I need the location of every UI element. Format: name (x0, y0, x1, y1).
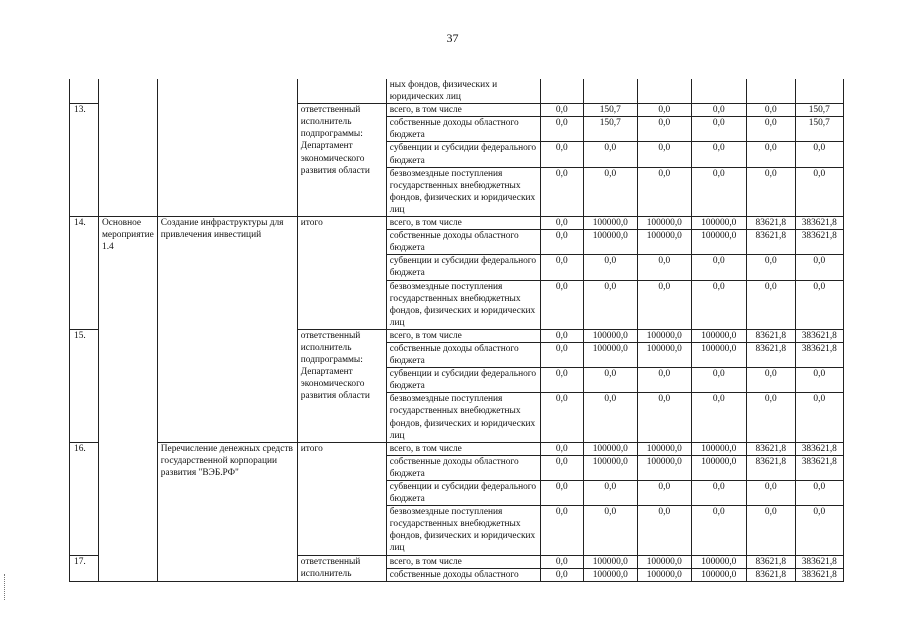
amount-cell (637, 79, 691, 104)
amount-cell: 0,0 (691, 104, 746, 117)
amount-cell: 83621,8 (746, 442, 795, 455)
amount-cell: 100000,0 (583, 455, 637, 480)
row-number (70, 79, 99, 104)
row-number: 14. (70, 217, 99, 330)
amount-cell: 0,0 (795, 368, 843, 393)
funding-source-cell: безвозмездные поступления государственных внебюджетных фондов, физических и юридических лиц (386, 506, 540, 555)
amount-cell: 0,0 (583, 481, 637, 506)
amount-cell: 0,0 (691, 368, 746, 393)
amount-cell: 0,0 (540, 167, 583, 216)
amount-cell: 100000,0 (691, 342, 746, 367)
amount-cell (583, 79, 637, 104)
funding-source-cell: всего, в том числе (386, 217, 540, 230)
amount-cell: 383621,8 (795, 442, 843, 455)
funding-source-cell: субвенции и субсидии федерального бюджета (386, 142, 540, 167)
amount-cell: 0,0 (746, 104, 795, 117)
amount-cell: 100000,0 (691, 455, 746, 480)
amount-cell: 83621,8 (746, 230, 795, 255)
amount-cell: 150,7 (583, 104, 637, 117)
funding-source-cell: безвозмездные поступления государственных внебюджетных фондов, физических и юридических лиц (386, 167, 540, 216)
amount-cell: 0,0 (540, 442, 583, 455)
funding-source-cell: всего, в том числе (386, 442, 540, 455)
amount-cell: 100000,0 (691, 568, 746, 581)
activity-cell: Основное мероприятие 1.4 (99, 217, 158, 582)
funding-source-cell: субвенции и субсидии федерального бюджета (386, 368, 540, 393)
amount-cell: 100000,0 (637, 217, 691, 230)
amount-cell: 0,0 (691, 167, 746, 216)
amount-cell: 383621,8 (795, 342, 843, 367)
amount-cell: 0,0 (637, 255, 691, 280)
amount-cell: 0,0 (540, 280, 583, 329)
amount-cell: 100000,0 (637, 555, 691, 568)
amount-cell: 83621,8 (746, 329, 795, 342)
executor-cell (297, 79, 386, 104)
amount-cell: 0,0 (540, 455, 583, 480)
amount-cell: 100000,0 (637, 455, 691, 480)
executor-cell: ответственный исполнитель подпрограммы: Департамент экономического развития области (297, 104, 386, 217)
amount-cell: 0,0 (637, 167, 691, 216)
amount-cell: 383621,8 (795, 329, 843, 342)
margin-mark (4, 574, 8, 600)
amount-cell: 100000,0 (583, 342, 637, 367)
amount-cell: 0,0 (540, 568, 583, 581)
amount-cell: 0,0 (540, 142, 583, 167)
amount-cell: 100000,0 (583, 217, 637, 230)
funding-source-cell: собственные доходы областного бюджета (386, 455, 540, 480)
amount-cell: 383621,8 (795, 455, 843, 480)
funding-source-cell: ных фондов, физических и юридических лиц (386, 79, 540, 104)
amount-cell: 100000,0 (637, 568, 691, 581)
amount-cell: 83621,8 (746, 342, 795, 367)
executor-cell: итого (297, 217, 386, 330)
row-number: 16. (70, 442, 99, 555)
funding-source-cell: безвозмездные поступления государственных внебюджетных фондов, физических и юридических лиц (386, 393, 540, 442)
amount-cell: 0,0 (746, 393, 795, 442)
amount-cell: 0,0 (746, 506, 795, 555)
amount-cell: 0,0 (746, 368, 795, 393)
amount-cell: 0,0 (583, 393, 637, 442)
amount-cell: 0,0 (540, 230, 583, 255)
funding-source-cell: безвозмездные поступления государственных внебюджетных фондов, физических и юридических лиц (386, 280, 540, 329)
amount-cell: 0,0 (637, 117, 691, 142)
amount-cell: 83621,8 (746, 217, 795, 230)
amount-cell: 0,0 (746, 142, 795, 167)
amount-cell: 0,0 (540, 255, 583, 280)
amount-cell: 0,0 (691, 393, 746, 442)
budget-table (69, 79, 844, 582)
activity-name-cell: Перечисление денежных средств государственной корпорации развития "ВЭБ.РФ" (157, 442, 297, 581)
page-number: 37 (446, 31, 459, 45)
amount-cell: 150,7 (795, 104, 843, 117)
amount-cell: 0,0 (691, 142, 746, 167)
amount-cell: 83621,8 (746, 555, 795, 568)
amount-cell: 100000,0 (637, 329, 691, 342)
amount-cell: 0,0 (637, 104, 691, 117)
amount-cell: 0,0 (583, 167, 637, 216)
amount-cell: 0,0 (795, 481, 843, 506)
activity-name-cell (157, 79, 297, 217)
amount-cell: 0,0 (795, 506, 843, 555)
amount-cell: 0,0 (583, 255, 637, 280)
amount-cell: 100000,0 (691, 230, 746, 255)
amount-cell: 0,0 (691, 117, 746, 142)
executor-cell: ответственный исполнитель подпрограммы: Департамент экономического развития области (297, 329, 386, 442)
amount-cell: 0,0 (583, 368, 637, 393)
row-number: 17. (70, 555, 99, 581)
amount-cell: 0,0 (637, 506, 691, 555)
funding-source-cell: субвенции и субсидии федерального бюджета (386, 481, 540, 506)
amount-cell: 0,0 (540, 506, 583, 555)
amount-cell: 0,0 (637, 280, 691, 329)
amount-cell: 0,0 (637, 368, 691, 393)
amount-cell: 0,0 (795, 255, 843, 280)
amount-cell: 100000,0 (637, 230, 691, 255)
amount-cell: 0,0 (540, 342, 583, 367)
amount-cell: 383621,8 (795, 230, 843, 255)
funding-source-cell: субвенции и субсидии федерального бюджета (386, 255, 540, 280)
amount-cell: 0,0 (540, 393, 583, 442)
amount-cell: 0,0 (746, 117, 795, 142)
amount-cell: 83621,8 (746, 455, 795, 480)
funding-source-cell: собственные доходы областного бюджета (386, 342, 540, 367)
amount-cell: 100000,0 (637, 342, 691, 367)
amount-cell: 0,0 (583, 506, 637, 555)
amount-cell: 100000,0 (691, 217, 746, 230)
funding-source-cell: всего, в том числе (386, 104, 540, 117)
amount-cell: 100000,0 (691, 555, 746, 568)
amount-cell (746, 79, 795, 104)
table-row (70, 217, 844, 230)
amount-cell: 0,0 (540, 368, 583, 393)
table-row (70, 79, 844, 104)
amount-cell: 100000,0 (583, 555, 637, 568)
amount-cell (795, 79, 843, 104)
amount-cell: 0,0 (795, 393, 843, 442)
amount-cell: 100000,0 (583, 230, 637, 255)
funding-source-cell: собственные доходы областного бюджета (386, 230, 540, 255)
row-number: 15. (70, 329, 99, 442)
amount-cell (540, 79, 583, 104)
table-row (70, 442, 844, 455)
amount-cell: 0,0 (583, 280, 637, 329)
amount-cell: 0,0 (540, 117, 583, 142)
amount-cell: 0,0 (637, 481, 691, 506)
amount-cell: 150,7 (583, 117, 637, 142)
amount-cell: 383621,8 (795, 568, 843, 581)
amount-cell: 100000,0 (583, 568, 637, 581)
amount-cell: 0,0 (746, 255, 795, 280)
amount-cell: 0,0 (637, 393, 691, 442)
amount-cell: 100000,0 (583, 442, 637, 455)
amount-cell: 0,0 (540, 329, 583, 342)
amount-cell: 0,0 (691, 255, 746, 280)
amount-cell: 100000,0 (637, 442, 691, 455)
funding-source-cell: собственные доходы областного (386, 568, 540, 581)
amount-cell: 0,0 (746, 167, 795, 216)
amount-cell: 383621,8 (795, 217, 843, 230)
activity-name-cell: Создание инфраструктуры для привлечения инвестиций (157, 217, 297, 443)
amount-cell: 100000,0 (691, 442, 746, 455)
amount-cell: 0,0 (795, 142, 843, 167)
amount-cell: 100000,0 (583, 329, 637, 342)
amount-cell: 100000,0 (691, 329, 746, 342)
amount-cell: 83621,8 (746, 568, 795, 581)
amount-cell: 0,0 (691, 280, 746, 329)
amount-cell: 0,0 (691, 481, 746, 506)
amount-cell: 150,7 (795, 117, 843, 142)
amount-cell: 0,0 (691, 506, 746, 555)
amount-cell: 0,0 (746, 481, 795, 506)
executor-cell: итого (297, 442, 386, 555)
amount-cell: 0,0 (637, 142, 691, 167)
row-number: 13. (70, 104, 99, 217)
amount-cell: 0,0 (795, 280, 843, 329)
amount-cell: 0,0 (795, 167, 843, 216)
amount-cell: 0,0 (540, 217, 583, 230)
amount-cell: 0,0 (583, 142, 637, 167)
amount-cell (691, 79, 746, 104)
amount-cell: 0,0 (540, 104, 583, 117)
funding-source-cell: собственные доходы областного бюджета (386, 117, 540, 142)
funding-source-cell: всего, в том числе (386, 329, 540, 342)
activity-cell (99, 79, 158, 217)
funding-source-cell: всего, в том числе (386, 555, 540, 568)
executor-cell: ответственный исполнитель (297, 555, 386, 581)
amount-cell: 0,0 (540, 555, 583, 568)
amount-cell: 0,0 (746, 280, 795, 329)
amount-cell: 0,0 (540, 481, 583, 506)
amount-cell: 383621,8 (795, 555, 843, 568)
